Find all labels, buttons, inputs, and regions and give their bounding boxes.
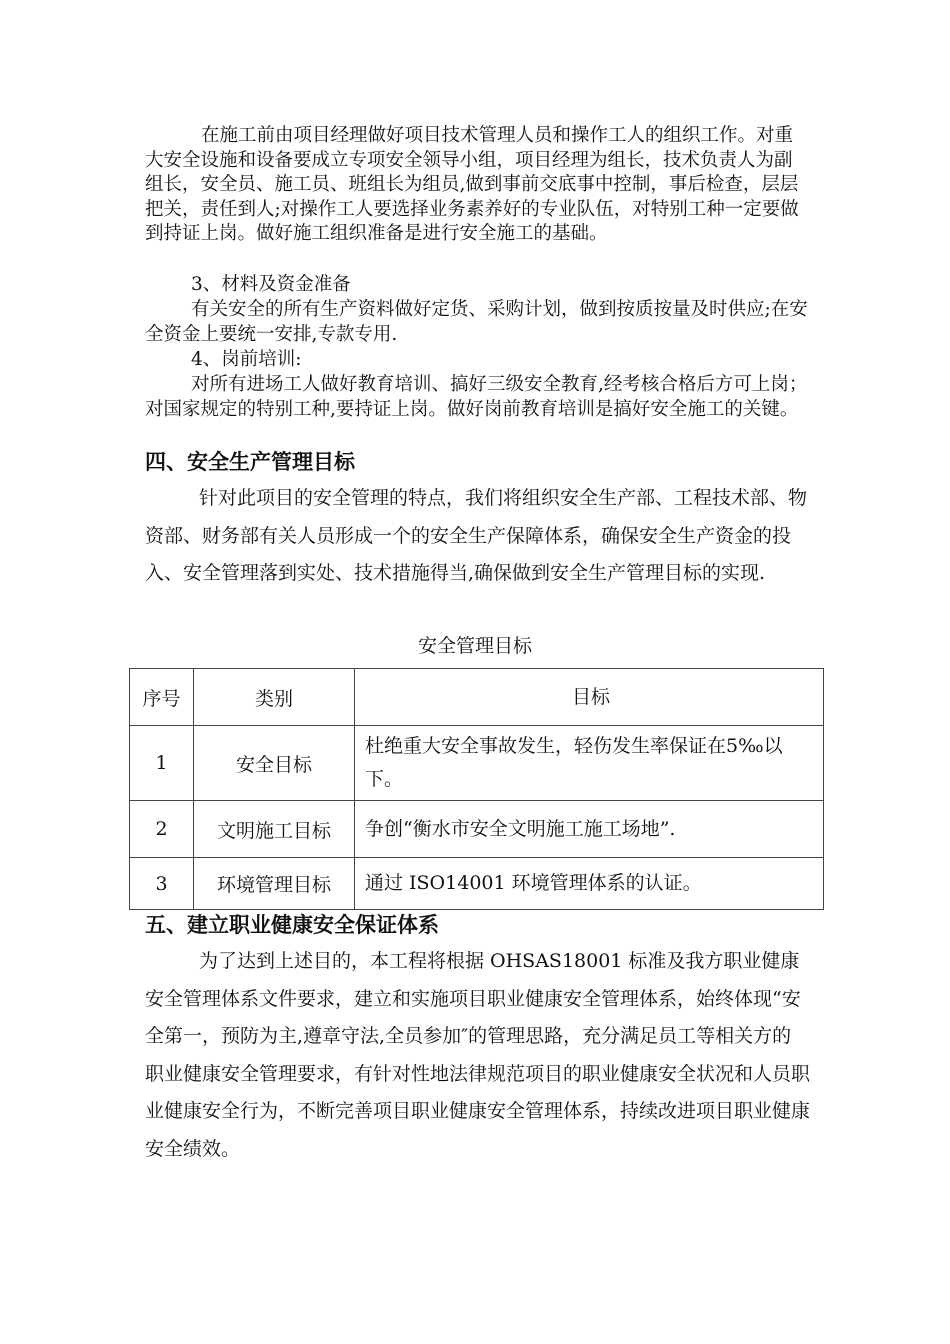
section5-paragraph: 为了达到上述目的，本工程将根据 OHSAS18001 标准及我方职业健康安全管理体系文件要求，建立和实施项目职业健康安全管理体系，始终体现“安全第一，预防为主,遵章守法,全员参加″的管理思路，充分满足员工等相关方的职业健康安全管理要求，有针对性地法律规范项目的职业健康安全状况和人员职业健康安全行为，不断完善项目职业健康安全管理体系，持续改进项目职业健康安全绩效。: [145, 950, 811, 1160]
training-paragraph: 对所有进场工人做好教育培训、搞好三级安全教育,经考核合格后方可上岗；对国家规定的特别工种,要持证上岗。做好岗前教育培训是搞好安全施工的关键。: [145, 374, 808, 420]
section4-heading: 四、安全生产管理目标: [145, 450, 355, 474]
row-category: 安全目标: [194, 726, 355, 801]
section5-heading: 五、建立职业健康安全保证体系: [145, 913, 439, 937]
table-row: [130, 726, 824, 801]
row-goal: 通过 ISO14001 环境管理体系的认证。: [355, 858, 824, 910]
table-row: [130, 801, 824, 858]
section4-paragraph: 针对此项目的安全管理的特点，我们将组织安全生产部、工程技术部、物资部、财务部有关人员形成一个的安全生产保障体系，确保安全生产资金的投入、安全管理落到实处、技术措施得当,确保做到安全生产管理目标的实现.: [145, 487, 808, 584]
row-index: 3: [130, 858, 194, 910]
materials-heading: 3、材料及资金准备: [191, 274, 351, 295]
training-heading: 4、岗前培训:: [191, 349, 302, 370]
materials-paragraph: 有关安全的所有生产资料做好定货、采购计划，做到按质按量及时供应;在安全资金上要统一安排,专款专用.: [145, 299, 808, 345]
row-category: 环境管理目标: [194, 858, 355, 910]
row-category: 文明施工目标: [194, 801, 355, 858]
header-index: 序号: [130, 669, 194, 726]
table-header-row: [130, 669, 824, 726]
header-category: 类别: [194, 669, 355, 726]
row-index: 2: [130, 801, 194, 858]
organization-paragraph: 在施工前由项目经理做好项目技术管理人员和操作工人的组织工作。对重大安全设施和设备要成立专项安全领导小组，项目经理为组长，技术负责人为副组长，安全员、施工员、班组长为组员,做到事前交底事中控制，事后检查，层层把关，责任到人;对操作工人要选择业务素养好的专业队伍，对特别工种一定要做到持证上岗。做好施工组织准备是进行安全施工的基础。: [145, 125, 799, 245]
row-index: 1: [130, 726, 194, 801]
header-goal: 目标: [355, 669, 824, 726]
row-goal: 争创“衡水市安全文明施工施工场地”.: [355, 801, 824, 858]
table-caption: 安全管理目标: [417, 635, 532, 657]
table-row: [130, 858, 824, 910]
row-goal: 杜绝重大安全事故发生，轻伤发生率保证在5‰以下。: [355, 726, 824, 801]
safety-goals-table: [129, 668, 824, 910]
